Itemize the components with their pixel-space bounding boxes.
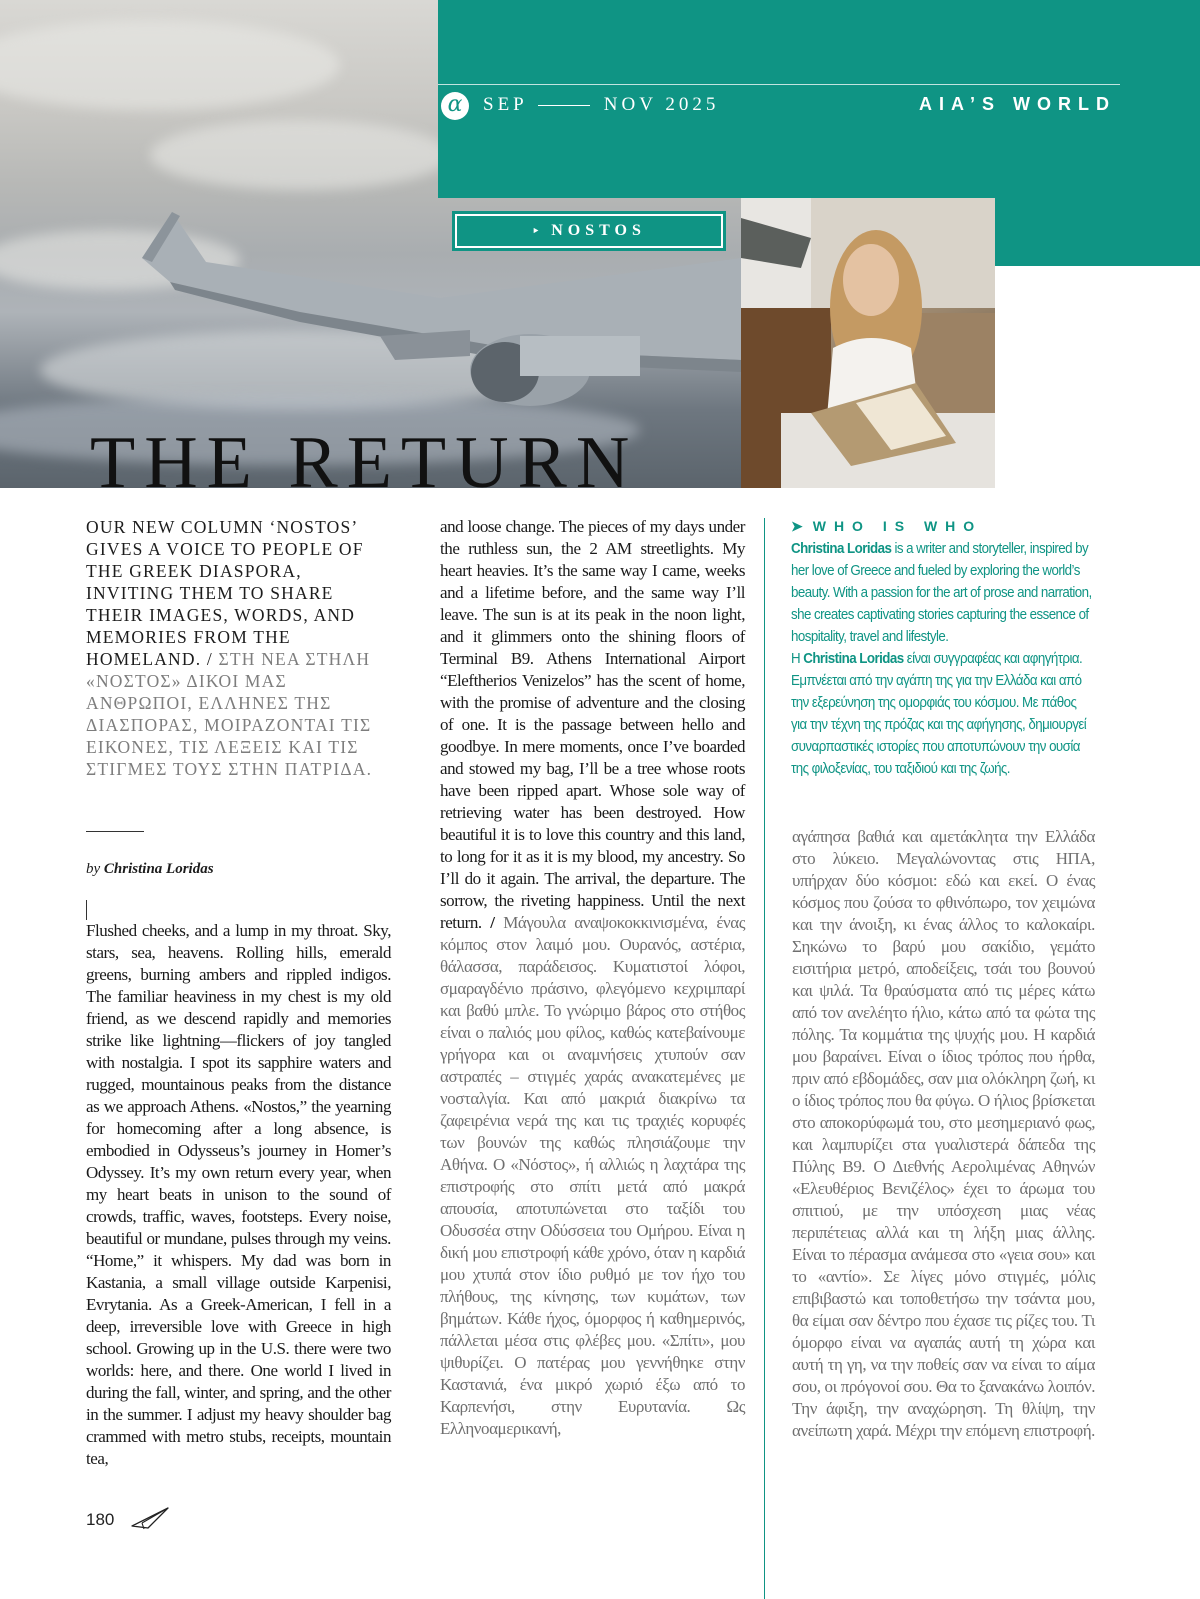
column-tag (452, 211, 726, 251)
issue-date (483, 94, 719, 116)
issue-date-start: SEP (483, 94, 528, 115)
column-3 (792, 826, 1095, 1442)
author-portrait-photo (741, 198, 995, 488)
body-text-column-1: Flushed cheeks, and a lump in my throat. Sky, stars, sea, heavens. Rolling hills, emerald greens, burning ambers and rippled indigos. The familiar heaviness in my chest is my old friend, as we descend rapidly and memories strike like lightning—flickers of joy tangled with nostalgia. I spot its sapphire waters and rugged, mountainous peaks from the distance as we approach Athens. «Nostos,” the yearning for homecoming after a long absence, is embodied in Odysseus’s journey in Homer’s Odyssey. It’s my own return every year, when my heart beats in unison to the sound of crowds, traffic, waves, footsteps. Every noise, beautiful or mundane, pulses through my veins. “Home,” it whispers. My dad was born in Kastania, a small village outside Karpenisi, Evrytania. As a Greek-American, I fell in a deep, irreversible love with Greece in high school. Growing up in the U.S. there were two worlds: here, and there. One world I lived in during the fall, winter, and spring, and the other in the summer. I adjust my heavy shoulder bag crammed with metro stubs, receipts, mountain tea, (86, 921, 391, 1468)
header-band-extension (995, 198, 1200, 266)
tag-label: NOSTOS (551, 222, 646, 239)
issue-date-end: NOV 2025 (603, 94, 720, 115)
who-is-who-english (791, 538, 1095, 648)
intro-greek: ΣΤΗ ΝΕΑ ΣΤΗΛΗ «ΝΟΣΤΟΣ» ΔΙΚΟΙ ΜΑΣ ΑΝΘΡΩΠΟΙ, ΕΛΛΗΝΕΣ ΤΗΣ ΔΙΑΣΠΟΡΑΣ, ΜΟΙΡΑΖΟΝΤΑΙ ΤΙΣ ΕΙΚΟΝΕΣ, ΤΙΣ ΛΕΞΕΙΣ ΚΑΙ ΤΙΣ ΣΤΙΓΜΕΣ ΤΟΥΣ ΣΤΗΝ ΠΑΤΡΙΔΑ. (86, 649, 373, 779)
column-1 (86, 516, 391, 1470)
portrait-graphic (741, 198, 995, 488)
byline-author: Christina Loridas (103, 861, 214, 877)
column-divider (764, 518, 765, 1599)
date-dash (538, 105, 590, 106)
tag-arrow-icon: ‣ (532, 224, 540, 238)
page-number: 180 (86, 1510, 115, 1529)
who-arrow-icon: ➤ (791, 518, 803, 534)
who-is-who-heading (791, 518, 1096, 535)
byline (86, 861, 391, 878)
who-prefix-gr: Η (791, 651, 804, 667)
intro-separator: / (201, 649, 219, 669)
body-text-column-3: αγάπησα βαθιά και αμετάκλητα την Ελλάδα στο λύκειο. Μεγαλώνοντας στις ΗΠΑ, υπήρχαν δύο κόσμοι: εδώ και εκεί. Ο ένας κόσμος που ζούσα το φθινόπωρο, τον χειμώνα και την άνοιξη, κι ένας άλλος το καλοκαίρι. Σηκώνω το βαρύ μου σακίδιο, γεμάτο εισιτήρια μετρό, αποδείξεις, τσάι του βουνού και ψιλά. Τα θραύσματα από τις μέρες κάτω από τον ανελέητο ήλιο, κάτω από τα φώτα της πόλης. Τα κομμάτια της ψυχής μου. Η καρδιά μου βαραίνει. Είναι ο ίδιος τρόπος που ήρθα, πριν από εβδομάδες, σαν μια ολόκληρη ζωή, κι ο ίδιος τρόπος που θα φύγω. Ο ήλιος βρίσκεται στο αποκορύφωμά του, στο μεσημεριανό φως, και λαμπυρίζει στα γυαλιστερά δάπεδα της Πύλης Β9. Ο Διεθνής Αερολιμένας Αθηνών «Ελευθέριος Βενιζέλος» έχει το άρωμα του σπιτιού, με την υπόσχεση μιας νέας περιπέτειας αλλά και τη λήξη μιας άλλης. Είναι το πέρασμα ανάμεσα στο «γεια σου» και το «αντίο». Σε λίγες μόνο στιγμές, μόλις επιβιβαστώ και τοποθετήσω την τσάντα μου, θα είμαι σαν δέντρο που έχασε τις ρίζες του. Τι όμορφο είναι να αγαπάς αυτή τη χώρα και αυτή τη γη, να την ποθείς σαν να είναι το αίμα σου, οι πρόγονοί σου. Θα το ξανακάνω λοιπόν. Την άφιξη, την αναχώρηση. Τη θλίψη, την ανείπωτη χαρά. Μέχρι την επόμενη επιστροφή. (792, 827, 1095, 1440)
language-separator: / (481, 913, 504, 932)
intro-divider (86, 831, 144, 832)
who-text-gr: είναι συγγραφέας και αφηγήτρια. Εμπνέεται από την αγάπη της για την Ελλάδα και από την εξερεύνηση της ομορφιάς του κόσμου. Με πάθος για την τέχνη της πρόζας και της αφήγησης, δημιουργεί συναρπαστικές ιστορίες που αποτυπώνουν την ουσία της φιλοξενίας, του ταξιδιού και της ζωής. (791, 651, 1087, 777)
who-text-en: is a writer and storyteller, inspired by her love of Greece and fueled by exploring the world’s beauty. With a passion for the art of prose and narration, she creates captivating stories capturing the essence of hospitality, travel and lifestyle. (791, 541, 1092, 645)
article-intro (86, 516, 391, 780)
intro-english: OUR NEW COLUMN ‘NOSTOS’ GIVES A VOICE TO PEOPLE OF THE GREEK DIASPORA, INVITING THEM TO SHARE THEIR IMAGES, WORDS, AND MEMORIES FROM THE HOMELAND. (86, 517, 364, 669)
byline-prefix: by (86, 861, 101, 877)
article-title: THE RETURN (90, 422, 639, 504)
who-name-en: Christina Loridas (791, 541, 892, 557)
section-name: AIA’S WORLD (919, 94, 1116, 114)
who-is-who-box (791, 518, 1096, 780)
who-is-who-greek (791, 648, 1095, 780)
magazine-logo-icon: α (441, 92, 469, 120)
body-english-end: and loose change. The pieces of my days under the ruthless sun, the 2 AM streetlights. My heart heavies. It’s the same way I came, weeks and a lifetime before, and the same way I’ll leave. The sun is at its peak in the noon light, and it glimmers onto the shining floors of Terminal B9. Athens International Airport “Eleftherios Venizelos” has the scent of home, with the promise of adventure and the closing of one. It is the passage between hello and goodbye. In mere moments, once I’ve boarded and stowed my bag, I’ll be a tree whose roots have been ripped apart. Whose sole way of retrieving water has been destroyed. How beautiful it is to love this country and this land, to long for it as it is my blood, my ancestry. So I’ll do it again. The arrival, the departure. The sorrow, the riveting happiness. Until the next return. (440, 517, 745, 932)
text-start-mark (86, 900, 87, 920)
body-greek-start: Μάγουλα αναψοκοκκινισμένα, ένας κόμπος στον λαιμό μου. Ουρανός, αστέρια, θάλασσα, παράδεισος. Κυματιστοί λόφοι, σμαραγδένιο πράσινο, φλεγόμενο κεχριμπαρί και βαθύ μπλε. Το γνώριμο βάρος στο στήθος είναι ο παλιός μου φίλος, καθώς κατεβαίνουμε γρήγορα και οι αναμνήσεις χτυπούν σαν αστραπές – στιγμές χαράς ανακατεμένες με νοσταλγία. Και από μακριά διακρίνω τα ζαφειρένια νερά της και τις τραχιές κορυφές των βουνών της καθώς πλησιάζουμε την Αθήνα. Ο «Νόστος», ή αλλιώς η λαχτάρα της επιστροφής στο σπίτι μετά από μακρά απουσία, αποτυπώνεται στο ταξίδι του Οδυσσέα στην Οδύσσεια του Ομήρου. Είναι η δική μου επιστροφή κάθε χρόνο, όταν η καρδιά μου χτυπά στον ίδιο ρυθμό με τον ήχο του πλήθους, της κίνησης, των κυμάτων, των βημάτων. Κάθε ήχος, όμορφος ή καθημερινός, πάλλεται μέσα στις φλέβες μου. «Σπίτι», μου ψιθυρίζει. Ο πατέρας μου γεννήθηκε στην Καστανιά, ένα μικρό χωριό έξω από το Καρπενήσι, στην Ευρυτανία. Ως Ελληνοαμερικανή, (440, 913, 745, 1438)
who-heading-text: WHO IS WHO (812, 518, 983, 534)
header-rule (438, 84, 1120, 85)
column-2 (440, 516, 745, 1440)
who-name-gr: Christina Loridas (803, 651, 904, 667)
paper-plane-icon (130, 1506, 170, 1530)
body-text-column-2 (440, 516, 745, 1440)
